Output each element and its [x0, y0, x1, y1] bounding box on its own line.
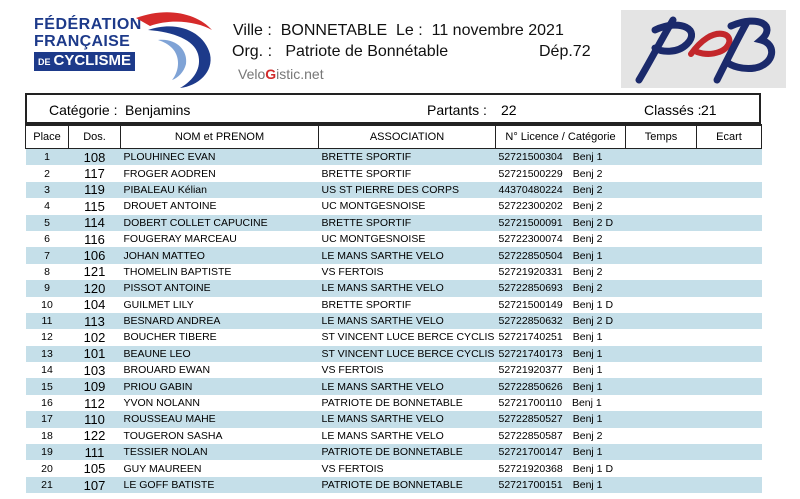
- cell-licence: [496, 411, 626, 427]
- col-association: ASSOCIATION: [319, 125, 496, 149]
- licence-number: 52722850626: [498, 380, 563, 393]
- cell-ecart: [697, 280, 762, 296]
- cell-ecart: [697, 346, 762, 362]
- cell-club: VS FERTOIS: [319, 362, 496, 378]
- cell-club: BRETTE SPORTIF: [319, 215, 496, 231]
- cell-ecart: [697, 215, 762, 231]
- table-row: [26, 362, 762, 378]
- classified-value: 21: [701, 102, 717, 118]
- cell-licence: [496, 297, 626, 313]
- cell-name: BROUARD EWAN: [121, 362, 319, 378]
- licence-category: Benj 2: [572, 183, 603, 196]
- cell-name: TESSIER NOLAN: [121, 444, 319, 460]
- cell-licence: [496, 231, 626, 247]
- cell-dos: 121: [69, 264, 121, 280]
- col-dos: Dos.: [69, 125, 121, 149]
- cell-ecart: [697, 231, 762, 247]
- cell-place: 13: [26, 346, 69, 362]
- cell-name: FROGER AODREN: [121, 165, 319, 181]
- cell-club: LE MANS SARTHE VELO: [319, 378, 496, 394]
- cell-licence: [496, 313, 626, 329]
- licence-number: 52721920377: [498, 364, 563, 377]
- licence-number: 52722850693: [498, 282, 563, 295]
- cell-temps: [626, 215, 697, 231]
- cell-name: DROUET ANTOINE: [121, 198, 319, 214]
- table-row: [26, 198, 762, 214]
- table-row: [26, 215, 762, 231]
- cell-temps: [626, 264, 697, 280]
- cell-club: VS FERTOIS: [319, 460, 496, 476]
- col-temps: Temps: [626, 125, 697, 149]
- cell-name: PISSOT ANTOINE: [121, 280, 319, 296]
- category-value: Benjamins: [125, 102, 191, 118]
- cell-temps: [626, 280, 697, 296]
- table-row: [26, 313, 762, 329]
- cell-dos: 117: [69, 165, 121, 181]
- cell-ecart: [697, 297, 762, 313]
- table-row: [26, 280, 762, 296]
- licence-category: Benj 2: [572, 167, 603, 180]
- cell-temps: [626, 477, 697, 493]
- starters-value: 22: [501, 102, 517, 118]
- licence-category: Benj 1 D: [572, 298, 614, 311]
- cell-licence: [496, 428, 626, 444]
- cell-dos: 120: [69, 280, 121, 296]
- ffc-swoosh-icon: [128, 10, 220, 90]
- cell-dos: 119: [69, 182, 121, 198]
- cell-dos: 102: [69, 329, 121, 345]
- table-row: [26, 297, 762, 313]
- licence-category: Benj 1: [572, 151, 603, 164]
- cell-temps: [626, 198, 697, 214]
- cell-licence: [496, 280, 626, 296]
- cell-temps: [626, 460, 697, 476]
- cell-licence: [496, 444, 626, 460]
- cell-ecart: [697, 264, 762, 280]
- cell-temps: [626, 297, 697, 313]
- table-row: [26, 477, 762, 493]
- cell-club: US ST PIERRE DES CORPS: [319, 182, 496, 198]
- ffc-cyclisme: CYCLISME: [53, 52, 132, 69]
- cell-place: 21: [26, 477, 69, 493]
- cell-temps: [626, 165, 697, 181]
- cell-temps: [626, 428, 697, 444]
- cell-dos: 115: [69, 198, 121, 214]
- cell-place: 11: [26, 313, 69, 329]
- cell-dos: 111: [69, 444, 121, 460]
- ffc-line-1: FÉDÉRATION: [34, 16, 142, 33]
- col-licence: N° Licence / Catégorie: [496, 125, 626, 149]
- cell-ecart: [697, 477, 762, 493]
- cell-ecart: [697, 428, 762, 444]
- cell-dos: 116: [69, 231, 121, 247]
- cell-licence: [496, 165, 626, 181]
- cell-name: PLOUHINEC EVAN: [121, 149, 319, 166]
- cell-club: LE MANS SARTHE VELO: [319, 411, 496, 427]
- cell-temps: [626, 149, 697, 166]
- ville-label: Ville :: [233, 22, 272, 39]
- cell-licence: [496, 182, 626, 198]
- ffc-line-2: FRANÇAISE: [34, 33, 131, 50]
- licence-category: Benj 2: [572, 265, 603, 278]
- licence-category: Benj 1: [572, 347, 603, 360]
- cell-place: 16: [26, 395, 69, 411]
- col-ecart: Ecart: [697, 125, 762, 149]
- cell-name: BESNARD ANDREA: [121, 313, 319, 329]
- cell-temps: [626, 378, 697, 394]
- cell-temps: [626, 182, 697, 198]
- cell-licence: [496, 460, 626, 476]
- cell-licence: [496, 329, 626, 345]
- cell-temps: [626, 346, 697, 362]
- starters-label: Partants :: [427, 102, 487, 118]
- cell-place: 20: [26, 460, 69, 476]
- table-row: [26, 346, 762, 362]
- cell-place: 7: [26, 247, 69, 263]
- cell-name: GUY MAUREEN: [121, 460, 319, 476]
- licence-category: Benj 1 D: [572, 462, 614, 475]
- cell-place: 8: [26, 264, 69, 280]
- cell-place: 15: [26, 378, 69, 394]
- cell-dos: 105: [69, 460, 121, 476]
- cell-dos: 108: [69, 149, 121, 166]
- cell-ecart: [697, 395, 762, 411]
- cell-temps: [626, 313, 697, 329]
- cell-ecart: [697, 247, 762, 263]
- licence-category: Benj 1: [572, 331, 603, 344]
- cell-licence: [496, 346, 626, 362]
- cell-dos: 110: [69, 411, 121, 427]
- licence-number: 44370480224: [498, 183, 563, 196]
- cell-licence: [496, 198, 626, 214]
- cell-ecart: [697, 460, 762, 476]
- table-row: [26, 378, 762, 394]
- table-row: [26, 165, 762, 181]
- cell-club: BRETTE SPORTIF: [319, 165, 496, 181]
- site-part-c: istic.net: [276, 66, 324, 82]
- cell-licence: [496, 378, 626, 394]
- cell-dos: 113: [69, 313, 121, 329]
- table-row: [26, 264, 762, 280]
- cell-name: ROUSSEAU MAHE: [121, 411, 319, 427]
- cell-licence: [496, 215, 626, 231]
- ffc-line-3: [34, 52, 135, 71]
- header-ville-line: [233, 22, 564, 40]
- cell-name: DOBERT COLLET CAPUCINE: [121, 215, 319, 231]
- licence-category: Benj 2 D: [572, 216, 614, 229]
- cell-place: 5: [26, 215, 69, 231]
- cell-place: 3: [26, 182, 69, 198]
- licence-category: Benj 2 D: [572, 315, 614, 328]
- table-row: [26, 182, 762, 198]
- cell-dos: 104: [69, 297, 121, 313]
- site-part-b: G: [265, 66, 277, 82]
- ville-value: BONNETABLE: [280, 22, 388, 39]
- results-table: [25, 124, 762, 493]
- org-label: Org. :: [232, 43, 273, 60]
- cell-place: 19: [26, 444, 69, 460]
- race-info-box: [25, 93, 761, 124]
- licence-number: 52721740173: [498, 347, 563, 360]
- cell-ecart: [697, 444, 762, 460]
- cell-club: LE MANS SARTHE VELO: [319, 428, 496, 444]
- cell-club: PATRIOTE DE BONNETABLE: [319, 395, 496, 411]
- cell-dos: 109: [69, 378, 121, 394]
- cell-licence: [496, 362, 626, 378]
- cell-temps: [626, 362, 697, 378]
- ffc-logo: [28, 10, 218, 90]
- cell-dos: 122: [69, 428, 121, 444]
- licence-number: 52722300074: [498, 233, 563, 246]
- cell-dos: 114: [69, 215, 121, 231]
- classified-label: Classés :: [644, 102, 702, 118]
- licence-category: Benj 1: [572, 446, 603, 459]
- cell-licence: [496, 395, 626, 411]
- table-row: [26, 231, 762, 247]
- cell-ecart: [697, 313, 762, 329]
- licence-category: Benj 1: [571, 397, 602, 410]
- cell-ecart: [697, 182, 762, 198]
- cell-club: PATRIOTE DE BONNETABLE: [319, 477, 496, 493]
- licence-category: Benj 2: [572, 200, 603, 213]
- cell-ecart: [697, 198, 762, 214]
- licence-number: 52721700110: [498, 397, 562, 410]
- cell-dos: 101: [69, 346, 121, 362]
- table-row: [26, 329, 762, 345]
- cell-place: 4: [26, 198, 69, 214]
- table-row: [26, 247, 762, 263]
- cell-name: PIBALEAU Kélian: [121, 182, 319, 198]
- licence-number: 52721700151: [498, 479, 563, 491]
- cell-name: THOMELIN BAPTISTE: [121, 264, 319, 280]
- cell-place: 1: [26, 149, 69, 166]
- cell-name: BOUCHER TIBERE: [121, 329, 319, 345]
- cell-place: 9: [26, 280, 69, 296]
- licence-number: 52722300202: [498, 200, 563, 213]
- cell-club: LE MANS SARTHE VELO: [319, 313, 496, 329]
- table-row: [26, 395, 762, 411]
- cell-dos: 103: [69, 362, 121, 378]
- cell-licence: [496, 149, 626, 166]
- licence-number: 52722850504: [498, 249, 563, 262]
- cell-name: PRIOU GABIN: [121, 378, 319, 394]
- licence-category: Benj 2: [572, 429, 603, 442]
- ffc-logo-text: [34, 16, 142, 71]
- cell-temps: [626, 231, 697, 247]
- licence-number: 52721700147: [498, 446, 563, 459]
- licence-category: Benj 1: [572, 413, 603, 426]
- cell-name: BEAUNE LEO: [121, 346, 319, 362]
- licence-category: Benj 1: [572, 364, 603, 377]
- cell-club: UC MONTGESNOISE: [319, 231, 496, 247]
- cell-licence: [496, 247, 626, 263]
- cell-name: FOUGERAY MARCEAU: [121, 231, 319, 247]
- results-table-wrap: [25, 124, 761, 493]
- cell-club: UC MONTGESNOISE: [319, 198, 496, 214]
- date-label: Le :: [396, 22, 423, 39]
- cell-club: LE MANS SARTHE VELO: [319, 247, 496, 263]
- velogistic-link[interactable]: [238, 66, 324, 82]
- cell-temps: [626, 395, 697, 411]
- licence-category: Benj 2: [572, 233, 603, 246]
- licence-category: Benj 1: [572, 479, 603, 491]
- table-row: [26, 460, 762, 476]
- cell-club: LE MANS SARTHE VELO: [319, 280, 496, 296]
- cell-ecart: [697, 165, 762, 181]
- cell-place: 17: [26, 411, 69, 427]
- table-row: [26, 411, 762, 427]
- ffc-de: DE: [38, 57, 51, 67]
- col-name: NOM et PRENOM: [121, 125, 319, 149]
- cell-ecart: [697, 378, 762, 394]
- cell-dos: 107: [69, 477, 121, 493]
- cell-temps: [626, 329, 697, 345]
- cell-name: GUILMET LILY: [121, 297, 319, 313]
- licence-number: 52721920368: [498, 462, 563, 475]
- licence-category: Benj 1: [572, 380, 603, 393]
- cell-place: 6: [26, 231, 69, 247]
- cell-temps: [626, 247, 697, 263]
- cell-ecart: [697, 149, 762, 166]
- cell-club: BRETTE SPORTIF: [319, 297, 496, 313]
- category-label: Catégorie :: [49, 102, 118, 118]
- licence-number: 52721500091: [498, 216, 563, 229]
- licence-category: Benj 1: [572, 249, 603, 262]
- licence-number: 52721500229: [498, 167, 563, 180]
- cell-club: BRETTE SPORTIF: [319, 149, 496, 166]
- licence-number: 52721500149: [498, 298, 563, 311]
- club-logo: [621, 10, 786, 88]
- header-org-line: [232, 43, 448, 61]
- date-value: 11 novembre 2021: [431, 22, 564, 39]
- licence-number: 52722850587: [498, 429, 563, 442]
- table-row: [26, 444, 762, 460]
- cell-name: LE GOFF BATISTE: [121, 477, 319, 493]
- cell-licence: [496, 477, 626, 493]
- licence-number: 52722850632: [498, 315, 563, 328]
- cell-place: 18: [26, 428, 69, 444]
- table-row: [26, 428, 762, 444]
- cell-place: 12: [26, 329, 69, 345]
- cell-club: VS FERTOIS: [319, 264, 496, 280]
- cell-name: TOUGERON SASHA: [121, 428, 319, 444]
- org-value: Patriote de Bonnétable: [285, 43, 449, 60]
- cell-temps: [626, 444, 697, 460]
- cell-ecart: [697, 362, 762, 378]
- table-header-row: [26, 125, 762, 149]
- cell-ecart: [697, 411, 762, 427]
- cell-dos: 106: [69, 247, 121, 263]
- club-logo-icon: [621, 10, 786, 88]
- cell-club: ST VINCENT LUCE BERCE CYCLIS: [319, 329, 496, 345]
- licence-number: 52722850527: [498, 413, 563, 426]
- results-body: [26, 149, 762, 494]
- col-place: Place: [26, 125, 69, 149]
- cell-temps: [626, 411, 697, 427]
- cell-club: ST VINCENT LUCE BERCE CYCLIS: [319, 346, 496, 362]
- licence-number: 52721920331: [498, 265, 563, 278]
- cell-ecart: [697, 329, 762, 345]
- cell-dos: 112: [69, 395, 121, 411]
- cell-name: YVON NOLANN: [121, 395, 319, 411]
- department: Dép.72: [539, 43, 591, 60]
- table-row: [26, 149, 762, 166]
- site-part-a: Velo: [238, 66, 266, 82]
- licence-number: 52721740251: [498, 331, 563, 344]
- licence-category: Benj 2: [572, 282, 603, 295]
- cell-place: 10: [26, 297, 69, 313]
- licence-number: 52721500304: [498, 151, 563, 164]
- cell-name: JOHAN MATTEO: [121, 247, 319, 263]
- cell-licence: [496, 264, 626, 280]
- cell-place: 14: [26, 362, 69, 378]
- cell-place: 2: [26, 165, 69, 181]
- cell-club: PATRIOTE DE BONNETABLE: [319, 444, 496, 460]
